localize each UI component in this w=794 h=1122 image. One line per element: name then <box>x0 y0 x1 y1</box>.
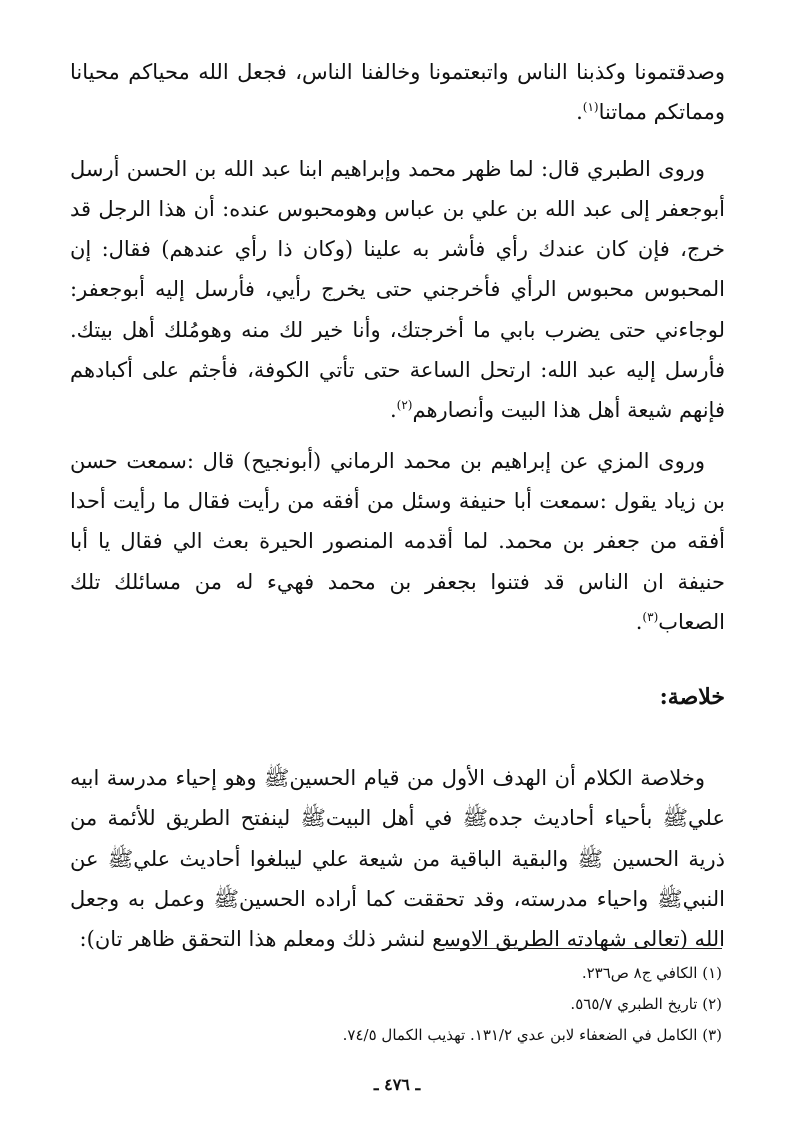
paragraph-2-end: . <box>389 398 397 423</box>
paragraph-3 <box>70 441 725 642</box>
section-heading: خلاصة: <box>659 684 725 711</box>
footnote-ref-2[interactable]: (٢) <box>396 398 413 413</box>
paragraph-3-end: . <box>635 609 643 634</box>
paragraph-4-text: وخلاصة الكلام أن الهدف الأول من قيام الحسينﷺ وهو إحياء مدرسة ابيه عليﷺ بأحياء أحاديث جدهﷺ في أهل البيتﷺ لينفتح الطريق للأئمة من ذرية الحسين ﷺ والبقية الباقية من شيعة علي ليبلغوا أحاديث عليﷺ عن النبيﷺ واحياء مدرسته، وقد تحققت كما أراده الحسينﷺ وعمل به وجعل الله (تعالى شهادته الطريق الاوسع لنشر ذلك ومعلم هذا التحقق ظاهر تان): <box>70 766 725 952</box>
footnote-divider <box>446 948 722 949</box>
footnote-1: (١) الكافي ج٨ ص٢٣٦. <box>581 964 722 982</box>
paragraph-2 <box>70 149 725 431</box>
paragraph-3-text: وروى المزي عن إبراهيم بن محمد الرماني (أبونجيح) قال :سمعت حسن بن زياد يقول :سمعت أبا حنيفة وسئل من أفقه من رأيت فقال ما رأيت أحدا أفقه من جعفر بن محمد. لما أقدمه المنصور الحيرة بعث الي فقال يا أبا حنيفة ان الناس قد فتنوا بجعفر بن محمد فهيء له من مسائلك تلك الصعاب <box>70 448 725 634</box>
paragraph-1-text: وصدقتمونا وكذبنا الناس واتبعتمونا وخالفنا الناس، فجعل الله محياكم محيانا ومماتكم مماتنا <box>70 60 725 125</box>
paragraph-4 <box>70 758 725 959</box>
footnote-3: (٣) الكامل في الضعفاء لابن عدي ١٣١/٢. تهذيب الكمال ٧٤/٥. <box>342 1026 722 1044</box>
page-body <box>70 52 725 960</box>
footnotes <box>62 958 722 1051</box>
footnote-2: (٢) تاريخ الطبري ٥٦٥/٧. <box>570 995 722 1013</box>
paragraph-1-end: . <box>576 100 583 125</box>
paragraph-1 <box>70 52 725 133</box>
page-number: ـ ٤٧٦ ـ <box>373 1075 421 1094</box>
footnote-ref-1[interactable]: (١) <box>582 100 599 115</box>
paragraph-2-text: وروى الطبري قال: لما ظهر محمد وإبراهيم ابنا عبد الله بن الحسن أرسل أبوجعفر إلى عبد الله بن علي بن عباس وهومحبوس عنده: أن هذا الرجل قد خرج، فإن كان عندك رأي فأشر به علينا (وكان ذا رأي عندهم) فقال: إن المحبوس محبوس الرأي فأخرجني حتى يخرج رأيي، فأرسل إليه أبوجعفر: لوجاءني حتى يضرب بابي ما أخرجتك، وأنا خير لك منه وهومُلك أهل بيتك. فأرسل إليه عبد الله: ارتحل الساعة حتى تأتي الكوفة، فأجثم على أكبادهم فإنهم شيعة أهل هذا البيت وأنصارهم <box>70 156 725 423</box>
footnote-ref-3[interactable]: (٣) <box>642 609 659 624</box>
